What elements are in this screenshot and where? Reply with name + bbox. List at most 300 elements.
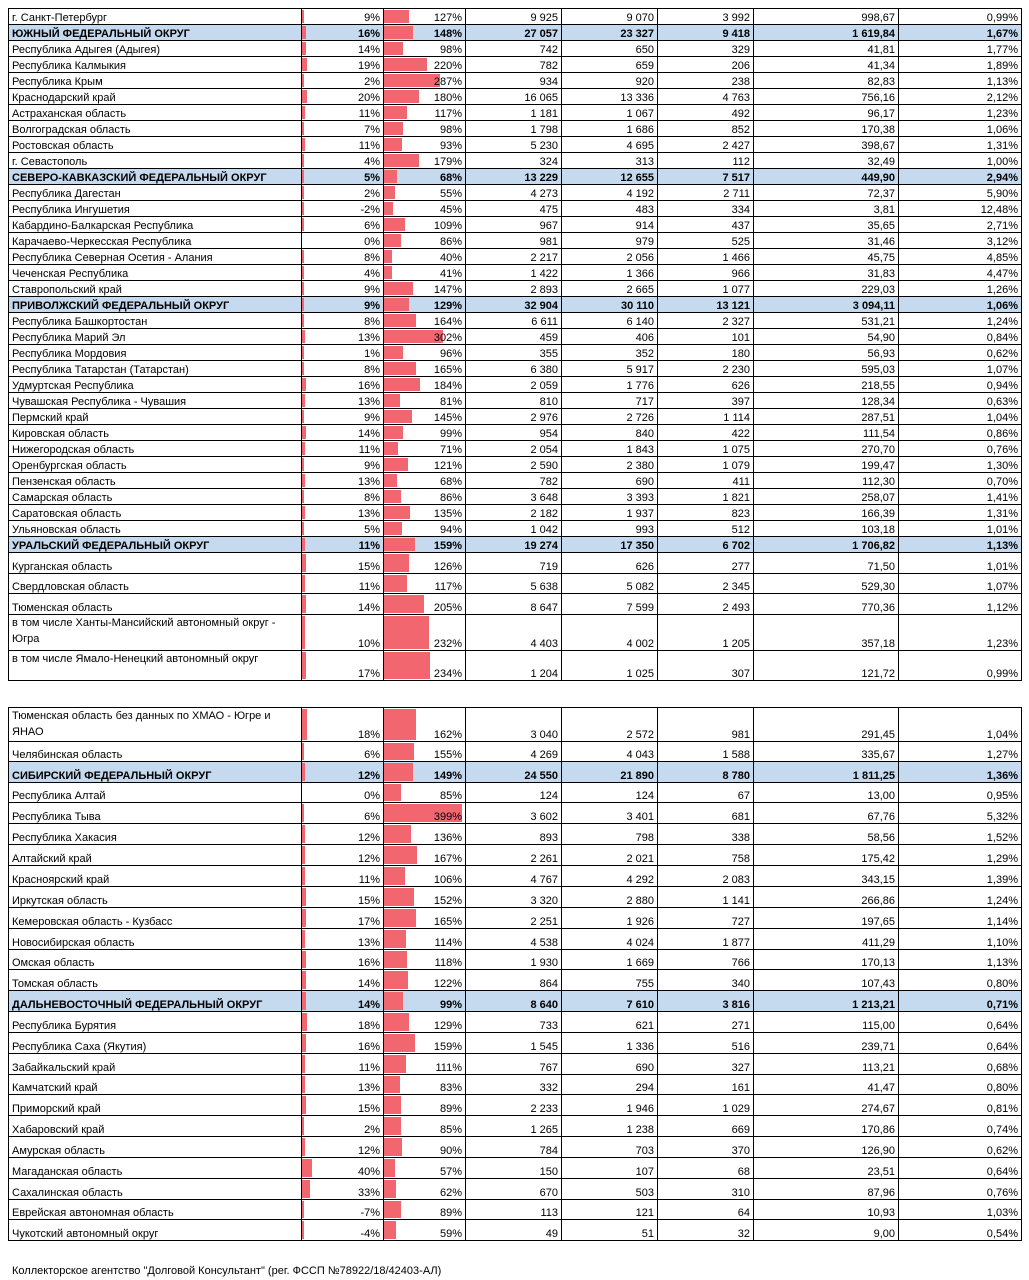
- region-name-cell: Республика Татарстан (Татарстан): [9, 361, 302, 377]
- ratio-cell: [384, 425, 466, 441]
- ratio-cell: [384, 489, 466, 505]
- value-b-cell: 4 024: [562, 929, 658, 950]
- value-b-cell: 1 336: [562, 1033, 658, 1054]
- ratio-cell: [384, 1158, 466, 1179]
- growth-cell: [302, 991, 384, 1012]
- share-cell: 1,67%: [899, 25, 1022, 41]
- ratio-bar: [384, 10, 409, 23]
- growth-cell: [302, 73, 384, 89]
- bar-value: 16%: [357, 380, 380, 392]
- ratio-bar: [384, 186, 395, 199]
- ratio-cell: [384, 281, 466, 297]
- ratio-bar: [384, 298, 409, 311]
- bar-value: 180%: [433, 92, 462, 104]
- table-row: [9, 1095, 1022, 1116]
- bar-value: 96%: [439, 348, 462, 360]
- region-name-cell: Республика Ингушетия: [9, 201, 302, 217]
- bar-value: 13%: [357, 476, 380, 488]
- region-name-cell: Республика Калмыкия: [9, 57, 302, 73]
- bar-value: 9%: [364, 300, 380, 312]
- value-a-cell: 4 403: [466, 615, 562, 651]
- bar-value: 11%: [358, 581, 380, 593]
- table-row: [9, 329, 1022, 345]
- value-b-cell: 650: [562, 41, 658, 57]
- ratio-bar: [384, 90, 419, 103]
- value-c-cell: 852: [658, 121, 754, 137]
- region-name-cell: в том числе Ямало-Ненецкий автономный округ: [9, 651, 302, 681]
- ratio-cell: [384, 169, 466, 185]
- share-cell: 1,52%: [899, 824, 1022, 845]
- region-name-cell: Саратовская область: [9, 505, 302, 521]
- growth-cell: [302, 361, 384, 377]
- growth-bar: [302, 346, 304, 359]
- district-row: [9, 991, 1022, 1012]
- bar-value: 12%: [357, 832, 380, 844]
- value-b-cell: 51: [562, 1220, 658, 1241]
- value-b-cell: 7 610: [562, 991, 658, 1012]
- ratio-bar: [384, 282, 413, 295]
- bar-value: 152%: [433, 895, 462, 907]
- ratio-cell: [384, 574, 466, 594]
- value-c-cell: 437: [658, 217, 754, 233]
- value-c-cell: 981: [658, 708, 754, 742]
- growth-bar: [302, 743, 304, 760]
- region-name-cell: Оренбургская область: [9, 457, 302, 473]
- growth-cell: [302, 25, 384, 41]
- growth-cell: [302, 9, 384, 25]
- value-a-cell: 2 251: [466, 908, 562, 929]
- ratio-cell: [384, 950, 466, 970]
- value-b-cell: 993: [562, 521, 658, 537]
- growth-cell: [302, 105, 384, 121]
- region-name-cell: Ставропольский край: [9, 281, 302, 297]
- value-c-cell: 7 517: [658, 169, 754, 185]
- bar-value: 11%: [358, 1062, 380, 1074]
- growth-bar: [302, 554, 306, 572]
- value-a-cell: 49: [466, 1220, 562, 1241]
- value-d-cell: 197,65: [754, 908, 899, 929]
- growth-cell: [302, 313, 384, 329]
- value-d-cell: 287,51: [754, 409, 899, 425]
- bar-value: 83%: [439, 1082, 462, 1094]
- value-d-cell: 1 706,82: [754, 537, 899, 553]
- growth-cell: [302, 803, 384, 824]
- growth-bar: [302, 1055, 305, 1073]
- value-c-cell: 758: [658, 845, 754, 866]
- table-row: [9, 457, 1022, 473]
- growth-bar: [302, 250, 304, 263]
- ratio-cell: [384, 393, 466, 409]
- bar-value: 16%: [357, 957, 380, 969]
- growth-cell: [302, 217, 384, 233]
- value-c-cell: 422: [658, 425, 754, 441]
- bar-value: 129%: [433, 1020, 462, 1032]
- growth-bar: [302, 522, 304, 535]
- value-c-cell: 32: [658, 1220, 754, 1241]
- bar-value: 41%: [439, 268, 462, 280]
- bar-value: 15%: [357, 895, 380, 907]
- bar-value: 159%: [433, 540, 462, 552]
- bar-value: 234%: [433, 668, 462, 680]
- bar-value: 89%: [439, 1103, 462, 1115]
- value-d-cell: 170,13: [754, 950, 899, 970]
- value-a-cell: 893: [466, 824, 562, 845]
- value-d-cell: 10,93: [754, 1200, 899, 1220]
- bar-value: 148%: [433, 28, 462, 40]
- value-a-cell: 13 229: [466, 169, 562, 185]
- value-b-cell: 4 043: [562, 742, 658, 762]
- value-a-cell: 6 380: [466, 361, 562, 377]
- bar-value: 14%: [357, 428, 380, 440]
- ratio-cell: [384, 762, 466, 783]
- region-name-cell: Чукотский автономный округ: [9, 1220, 302, 1241]
- value-c-cell: 626: [658, 377, 754, 393]
- ratio-cell: [384, 409, 466, 425]
- growth-cell: [302, 887, 384, 908]
- share-cell: 4,47%: [899, 265, 1022, 281]
- value-c-cell: 1 075: [658, 441, 754, 457]
- ratio-bar: [384, 1201, 401, 1218]
- ratio-bar: [384, 154, 419, 167]
- value-b-cell: 4 002: [562, 615, 658, 651]
- share-cell: 1,24%: [899, 887, 1022, 908]
- share-cell: 12,48%: [899, 201, 1022, 217]
- value-a-cell: 9 925: [466, 9, 562, 25]
- share-cell: 1,13%: [899, 950, 1022, 970]
- value-b-cell: 2 572: [562, 708, 658, 742]
- value-b-cell: 1 238: [562, 1116, 658, 1137]
- bar-value: 8%: [364, 316, 380, 328]
- value-d-cell: 529,30: [754, 574, 899, 594]
- value-b-cell: 1 686: [562, 121, 658, 137]
- growth-bar: [302, 575, 305, 592]
- bar-value: 9%: [364, 284, 380, 296]
- ratio-cell: [384, 89, 466, 105]
- bar-value: 14%: [357, 999, 380, 1011]
- growth-bar: [302, 458, 304, 471]
- bar-value: 145%: [433, 412, 462, 424]
- footer-note: Коллекторское агентство "Долговой Консультант" (рег. ФССП №78922/18/42403-АЛ): [12, 1265, 442, 1277]
- growth-bar: [302, 1034, 306, 1052]
- share-cell: 0,70%: [899, 473, 1022, 489]
- value-c-cell: 1 877: [658, 929, 754, 950]
- value-d-cell: 121,72: [754, 651, 899, 681]
- growth-cell: [302, 169, 384, 185]
- value-b-cell: 107: [562, 1158, 658, 1179]
- bar-value: 14%: [357, 978, 380, 990]
- value-b-cell: 1 025: [562, 651, 658, 681]
- bar-value: 15%: [357, 1103, 380, 1115]
- growth-cell: [302, 57, 384, 73]
- bar-value: 6%: [364, 220, 380, 232]
- value-c-cell: 492: [658, 105, 754, 121]
- value-a-cell: 782: [466, 57, 562, 73]
- ratio-bar: [384, 26, 413, 39]
- ratio-bar: [384, 951, 407, 968]
- value-d-cell: 239,71: [754, 1033, 899, 1054]
- bar-value: 2%: [364, 188, 380, 200]
- growth-cell: [302, 824, 384, 845]
- bar-value: 93%: [439, 140, 462, 152]
- ratio-cell: [384, 505, 466, 521]
- growth-bar: [302, 825, 305, 843]
- ratio-bar: [384, 1055, 406, 1073]
- region-name-cell: Карачаево-Черкесская Республика: [9, 233, 302, 249]
- value-a-cell: 2 054: [466, 441, 562, 457]
- bar-value: 136%: [433, 832, 462, 844]
- ratio-bar: [384, 1221, 396, 1239]
- value-d-cell: 595,03: [754, 361, 899, 377]
- table-row: [9, 265, 1022, 281]
- table-row: [9, 574, 1022, 594]
- bar-value: 232%: [433, 638, 462, 650]
- bar-value: 57%: [439, 1166, 462, 1178]
- value-d-cell: 266,86: [754, 887, 899, 908]
- share-cell: 1,23%: [899, 105, 1022, 121]
- value-a-cell: 1 930: [466, 950, 562, 970]
- bar-value: 86%: [439, 236, 462, 248]
- bar-value: -7%: [360, 1207, 380, 1219]
- bar-value: 9%: [364, 12, 380, 24]
- value-a-cell: 4 767: [466, 866, 562, 887]
- ratio-cell: [384, 651, 466, 681]
- value-b-cell: 30 110: [562, 297, 658, 313]
- region-name-cell: Чувашская Республика - Чувашия: [9, 393, 302, 409]
- region-name-cell: Ульяновская область: [9, 521, 302, 537]
- growth-bar: [302, 42, 306, 55]
- value-c-cell: 1 029: [658, 1095, 754, 1116]
- share-cell: 1,14%: [899, 908, 1022, 929]
- region-name-cell: Ростовская область: [9, 137, 302, 153]
- growth-bar: [302, 909, 306, 927]
- value-c-cell: 516: [658, 1033, 754, 1054]
- growth-cell: [302, 249, 384, 265]
- ratio-bar: [384, 394, 400, 407]
- table-row: [9, 505, 1022, 521]
- value-a-cell: 150: [466, 1158, 562, 1179]
- growth-bar: [302, 362, 304, 375]
- share-cell: 0,76%: [899, 1179, 1022, 1200]
- share-cell: 1,30%: [899, 457, 1022, 473]
- ratio-bar: [384, 506, 410, 519]
- value-c-cell: 3 816: [658, 991, 754, 1012]
- bar-value: 33%: [357, 1187, 380, 1199]
- growth-bar: [302, 1138, 305, 1156]
- growth-bar: [302, 282, 304, 295]
- value-b-cell: 1 669: [562, 950, 658, 970]
- value-b-cell: 1 926: [562, 908, 658, 929]
- growth-cell: [302, 329, 384, 345]
- table-row: [9, 441, 1022, 457]
- value-a-cell: 5 638: [466, 574, 562, 594]
- ratio-cell: [384, 866, 466, 887]
- table-row: [9, 521, 1022, 537]
- growth-cell: [302, 521, 384, 537]
- growth-bar: [302, 867, 305, 885]
- growth-bar: [302, 330, 305, 343]
- bar-value: 164%: [433, 316, 462, 328]
- bar-value: 2%: [364, 1124, 380, 1136]
- value-d-cell: 82,83: [754, 73, 899, 89]
- value-c-cell: 238: [658, 73, 754, 89]
- table-row: [9, 1137, 1022, 1158]
- ratio-cell: [384, 708, 466, 742]
- ratio-bar: [384, 1013, 409, 1031]
- table-row: [9, 1116, 1022, 1137]
- ratio-cell: [384, 594, 466, 615]
- ratio-bar: [384, 202, 393, 215]
- value-d-cell: 32,49: [754, 153, 899, 169]
- growth-cell: [302, 1158, 384, 1179]
- region-name-cell: Красноярский край: [9, 866, 302, 887]
- share-cell: 1,23%: [899, 615, 1022, 651]
- value-d-cell: 58,56: [754, 824, 899, 845]
- value-a-cell: 3 648: [466, 489, 562, 505]
- value-d-cell: 270,70: [754, 441, 899, 457]
- table-row: [9, 708, 1022, 742]
- table-row: [9, 1012, 1022, 1033]
- region-name-cell: Республика Башкортостан: [9, 313, 302, 329]
- value-b-cell: 2 665: [562, 281, 658, 297]
- share-cell: 0,95%: [899, 783, 1022, 803]
- growth-cell: [302, 89, 384, 105]
- bar-value: 302%: [433, 332, 462, 344]
- table-row: [9, 845, 1022, 866]
- growth-bar: [302, 1013, 307, 1031]
- table-row: [9, 651, 1022, 681]
- value-d-cell: 56,93: [754, 345, 899, 361]
- share-cell: 1,89%: [899, 57, 1022, 73]
- bar-value: 4%: [364, 268, 380, 280]
- region-name-cell: Чеченская Республика: [9, 265, 302, 281]
- bar-value: 121%: [433, 460, 462, 472]
- ratio-bar: [384, 992, 403, 1010]
- ratio-cell: [384, 1137, 466, 1158]
- bar-value: 12%: [357, 853, 380, 865]
- value-b-cell: 621: [562, 1012, 658, 1033]
- table-row: [9, 929, 1022, 950]
- value-d-cell: 170,86: [754, 1116, 899, 1137]
- growth-bar: [302, 410, 304, 423]
- value-d-cell: 998,67: [754, 9, 899, 25]
- ratio-bar: [384, 1159, 395, 1177]
- bar-value: 109%: [433, 220, 462, 232]
- ratio-cell: [384, 887, 466, 908]
- ratio-bar: [384, 362, 416, 375]
- value-b-cell: 13 336: [562, 89, 658, 105]
- region-name-cell: Магаданская область: [9, 1158, 302, 1179]
- region-name-cell: Республика Северная Осетия - Алания: [9, 249, 302, 265]
- ratio-cell: [384, 153, 466, 169]
- region-name-cell: г. Санкт-Петербург: [9, 9, 302, 25]
- region-name-cell: Челябинская область: [9, 742, 302, 762]
- growth-cell: [302, 377, 384, 393]
- growth-cell: [302, 297, 384, 313]
- value-d-cell: 398,67: [754, 137, 899, 153]
- share-cell: 0,74%: [899, 1116, 1022, 1137]
- bar-value: 15%: [357, 561, 380, 573]
- region-name-cell: УРАЛЬСКИЙ ФЕДЕРАЛЬНЫЙ ОКРУГ: [9, 537, 302, 553]
- share-cell: 1,06%: [899, 121, 1022, 137]
- bar-value: 16%: [357, 28, 380, 40]
- table-row: [9, 553, 1022, 574]
- bar-value: 17%: [357, 916, 380, 928]
- value-b-cell: 3 401: [562, 803, 658, 824]
- ratio-cell: [384, 73, 466, 89]
- region-name-cell: Кабардино-Балкарская Республика: [9, 217, 302, 233]
- region-name-cell: в том числе Ханты-Мансийский автономный округ - Югра: [9, 615, 302, 651]
- value-b-cell: 294: [562, 1075, 658, 1095]
- value-c-cell: 67: [658, 783, 754, 803]
- growth-bar: [302, 1201, 304, 1218]
- value-c-cell: 966: [658, 265, 754, 281]
- value-d-cell: 343,15: [754, 866, 899, 887]
- value-a-cell: 719: [466, 553, 562, 574]
- table-row: [9, 970, 1022, 991]
- value-d-cell: 3,81: [754, 201, 899, 217]
- bar-value: 5%: [364, 524, 380, 536]
- share-cell: 0,99%: [899, 651, 1022, 681]
- ratio-cell: [384, 41, 466, 57]
- value-c-cell: 1 588: [658, 742, 754, 762]
- ratio-cell: [384, 824, 466, 845]
- ratio-bar: [384, 138, 402, 151]
- bar-value: 6%: [364, 811, 380, 823]
- table-row: [9, 377, 1022, 393]
- bar-value: 18%: [357, 1020, 380, 1032]
- growth-bar: [302, 888, 306, 906]
- value-c-cell: 411: [658, 473, 754, 489]
- value-b-cell: 12 655: [562, 169, 658, 185]
- value-c-cell: 1 141: [658, 887, 754, 908]
- region-name-cell: Нижегородская область: [9, 441, 302, 457]
- growth-cell: [302, 929, 384, 950]
- value-b-cell: 17 350: [562, 537, 658, 553]
- bar-value: 62%: [439, 1187, 462, 1199]
- ratio-bar: [384, 1076, 400, 1093]
- bar-value: 184%: [433, 380, 462, 392]
- ratio-cell: [384, 1179, 466, 1200]
- bar-value: 94%: [439, 524, 462, 536]
- value-a-cell: 27 057: [466, 25, 562, 41]
- share-cell: 0,64%: [899, 1033, 1022, 1054]
- bar-value: 9%: [364, 460, 380, 472]
- growth-bar: [302, 394, 305, 407]
- value-b-cell: 690: [562, 1054, 658, 1075]
- value-d-cell: 449,90: [754, 169, 899, 185]
- value-d-cell: 411,29: [754, 929, 899, 950]
- value-d-cell: 1 619,84: [754, 25, 899, 41]
- share-cell: 1,31%: [899, 137, 1022, 153]
- ratio-bar: [384, 616, 429, 649]
- growth-cell: [302, 345, 384, 361]
- value-b-cell: 352: [562, 345, 658, 361]
- bar-value: 81%: [439, 396, 462, 408]
- share-cell: 0,68%: [899, 1054, 1022, 1075]
- share-cell: 0,62%: [899, 1137, 1022, 1158]
- region-name-cell: Курганская область: [9, 553, 302, 574]
- share-cell: 2,12%: [899, 89, 1022, 105]
- growth-cell: [302, 201, 384, 217]
- table-row: [9, 137, 1022, 153]
- bar-value: 1%: [364, 348, 380, 360]
- bar-value: 114%: [434, 937, 462, 949]
- value-b-cell: 7 599: [562, 594, 658, 615]
- value-a-cell: 16 065: [466, 89, 562, 105]
- ratio-cell: [384, 537, 466, 553]
- ratio-bar: [384, 867, 405, 885]
- share-cell: 0,94%: [899, 377, 1022, 393]
